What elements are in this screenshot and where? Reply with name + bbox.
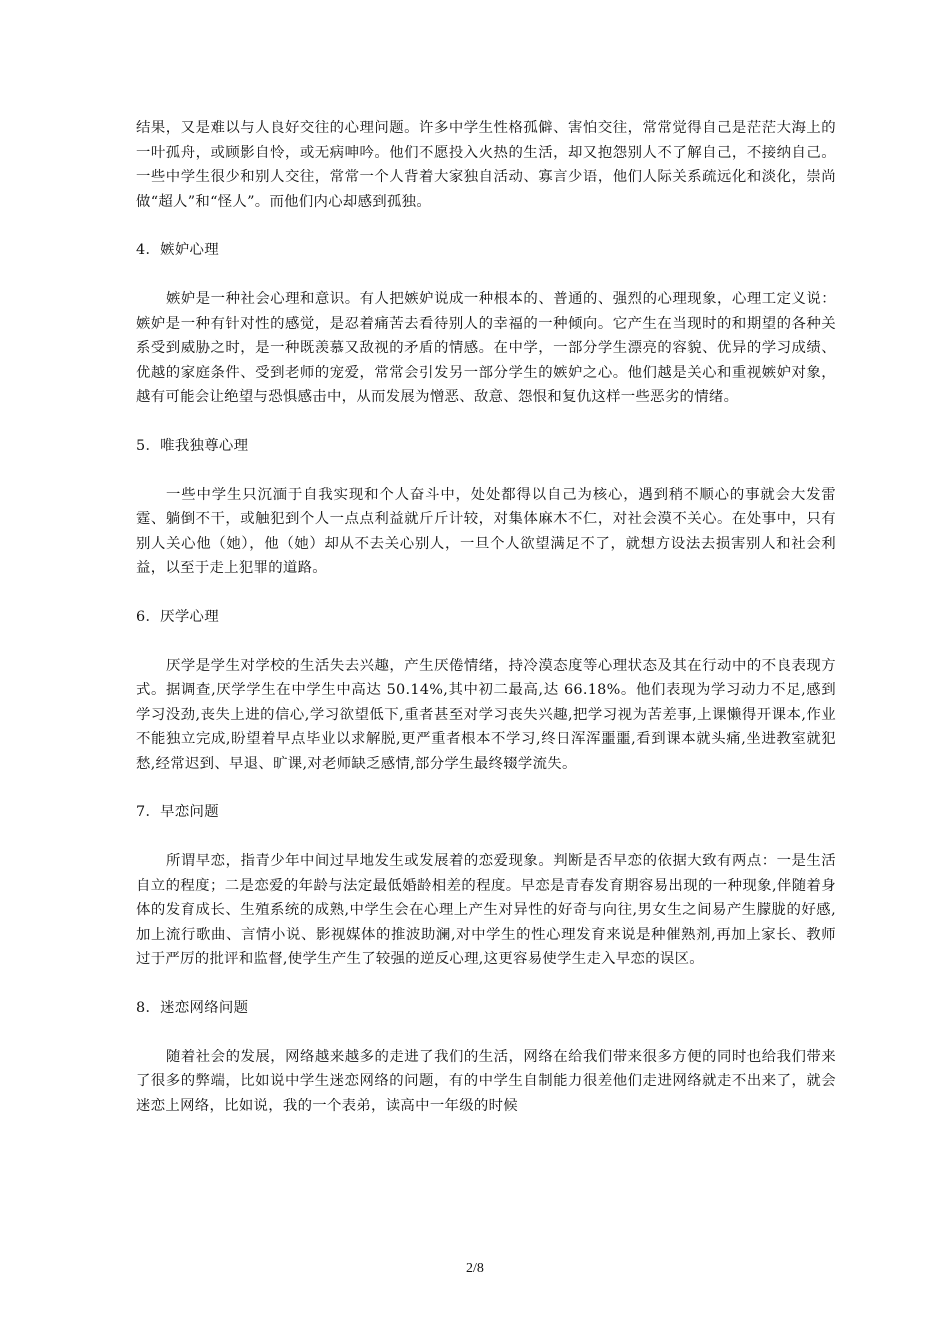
- section-heading-jealousy: 4．嫉妒心理: [136, 242, 219, 259]
- section-heading-early-love: 7．早恋问题: [136, 804, 219, 821]
- document-body: [136, 116, 836, 1118]
- section-body-study-aversion: 厌学是学生对学校的生活失去兴趣，产生厌倦情绪，持冷漠态度等心理状态及其在行动中的不良表现方式。据调查,厌学学生在中学生中高达 50.14%,其中初二最高,达 66.18%。他们表现为学习动力不足,感到学习没劲,丧失上进的信心,学习欲望低下,重者甚至对学习丧失兴趣,把学习视为苦差事,上课懒得开课本,作业不能独立完成,盼望着早点毕业以求解脱,更严重者根本不学习,终日浑浑噩噩,看到课本就头痛,坐进教室就犯愁,经常迟到、早退、旷课,对老师缺乏感情,部分学生最终辍学流失。: [136, 657, 836, 772]
- page-number: 2/8: [466, 1261, 484, 1276]
- section-heading-egocentrism: 5．唯我独尊心理: [136, 437, 249, 454]
- section-body-internet-addiction: 随着社会的发展，网络越来越多的走进了我们的生活，网络在给我们带来很多方便的同时也给我们带来了很多的弊端，比如说中学生迷恋网络的问题，有的中学生自制能力很差他们走进网络就走不出来了，就会迷恋上网络，比如说，我的一个表弟，读高中一年级的时候: [136, 1048, 836, 1114]
- section-body-jealousy: 嫉妒是一种社会心理和意识。有人把嫉妒说成一种根本的、普通的、强烈的心理现象，心理工定义说：嫉妒是一种有针对性的感觉，是忍着痛苦去看待别人的幸福的一种倾向。它产生在当现时的和期望的各种关系受到威胁之时，是一种既羡慕又敌视的矛盾的情感。在中学，一部分学生漂亮的容貌、优异的学习成绩、优越的家庭条件、受到老师的宠爱，常常会引发另一部分学生的嫉妒之心。他们越是关心和重视嫉妒对象，越有可能会让绝望与恐惧感击中，从而发展为憎恶、敌意、怨恨和复仇这样一些恶劣的情绪。: [136, 290, 836, 406]
- section-heading-internet-addiction: 8．迷恋网络问题: [136, 1000, 249, 1017]
- section-heading-study-aversion: 6．厌学心理: [136, 608, 219, 625]
- intro-paragraph: 结果，又是难以与人良好交往的心理问题。许多中学生性格孤僻、害怕交往，常常觉得自己是茫茫大海上的一叶孤舟，或顾影自怜，或无病呻吟。他们不愿投入火热的生活，却又抱怨别人不了解自己，不接纳自己。一些中学生很少和别人交往，常常一个人背着大家独自活动、寡言少语，他们人际关系疏远化和淡化，崇尚做“超人”和“怪人”。而他们内心却感到孤独。: [136, 120, 836, 210]
- section-body-early-love: 所谓早恋，指青少年中间过早地发生或发展着的恋爱现象。判断是否早恋的依据大致有两点：一是生活自立的程度；二是恋爱的年龄与法定最低婚龄相差的程度。早恋是青春发育期容易出现的一种现象,伴随着身体的发育成长、生殖系统的成熟,中学生会在心理上产生对异性的好奇与向往,男女生之间易产生朦胧的好感,加上流行歌曲、言情小说、影视媒体的推波助澜,对中学生的性心理发育来说是种催熟剂,再加上家长、教师过于严厉的批评和监督,使学生产生了较强的逆反心理,这更容易使学生走入早恋的误区。: [136, 853, 836, 968]
- section-body-egocentrism: 一些中学生只沉湎于自我实现和个人奋斗中，处处都得以自己为核心，遇到稍不顺心的事就会大发雷霆、躺倒不干，或触犯到个人一点点利益就斤斤计较，对集体麻木不仁，对社会漠不关心。在处事中，只有别人关心他（她），他（她）却从不去关心别人，一旦个人欲望满足不了，就想方设法去损害别人和社会利益，以至于走上犯罪的道路。: [136, 486, 836, 577]
